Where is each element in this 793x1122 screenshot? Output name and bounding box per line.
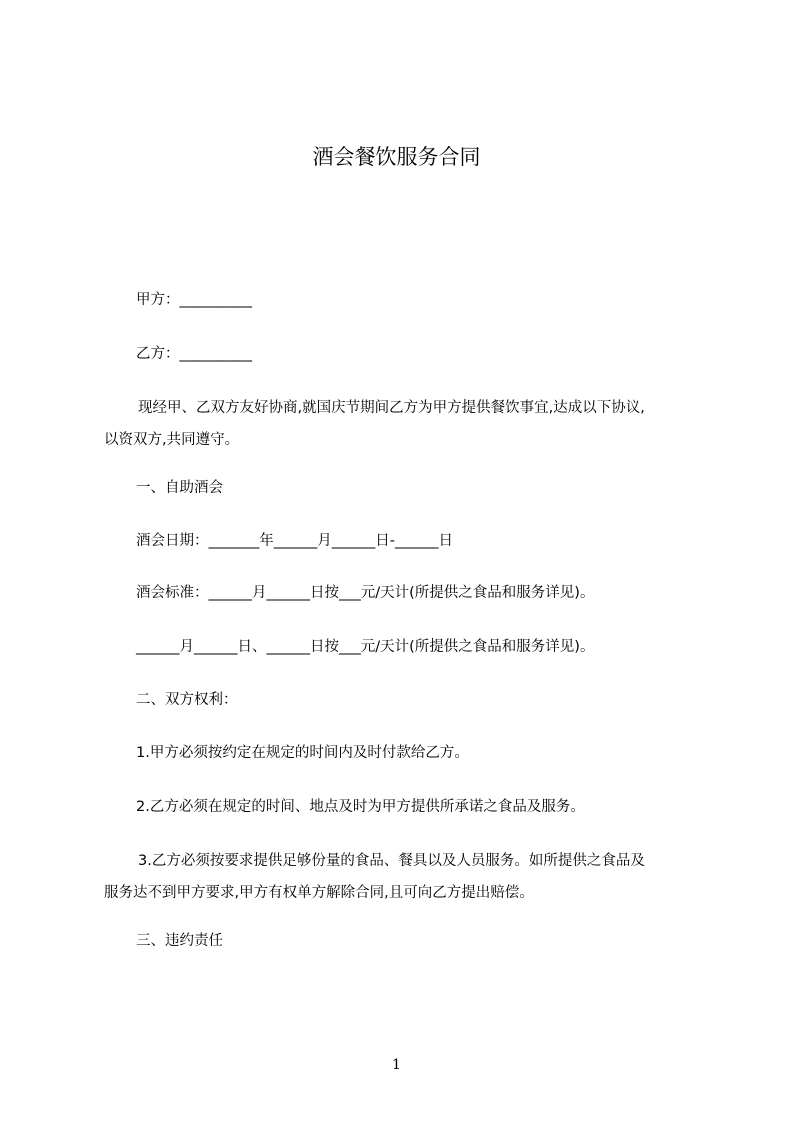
event-standard-line: 酒会标准：______月______日按___元/天计(所提供之食品和服务详见)。 (136, 585, 595, 601)
party-a-line: 甲方：__________ (136, 292, 252, 308)
party-b-line: 乙方：__________ (136, 346, 252, 362)
right-item-3-line-1: 3.乙方必须按要求提供足够份量的食品、餐具以及人员服务。如所提供之食品及 (138, 853, 645, 869)
document-title: 酒会餐饮服务合同 (312, 145, 481, 169)
intro-line-2: 以资双方,共同遵守。 (104, 432, 240, 448)
right-item-1: 1.甲方必须按约定在规定的时间内及时付款给乙方。 (136, 745, 469, 761)
right-item-2: 2.乙方必须在规定的时间、地点及时为甲方提供所承诺之食品及服务。 (136, 799, 585, 815)
section-2-heading: 二、双方权利： (136, 692, 238, 708)
event-standard-line-2: ______月______日、______日按___元/天计(所提供之食品和服务详见)。 (136, 639, 595, 655)
intro-line-1: 现经甲、乙双方友好协商,就国庆节期间乙方为甲方提供餐饮事宜,达成以下协议, (138, 400, 645, 416)
intro-paragraph (104, 392, 704, 456)
right-item-3-line-2: 服务达不到甲方要求,甲方有权单方解除合同,且可向乙方提出赔偿。 (104, 885, 534, 901)
right-item-3 (104, 845, 704, 909)
section-1-heading: 一、自助酒会 (136, 480, 223, 496)
event-date-line: 酒会日期：_______年______月______日-______日 (136, 533, 453, 549)
section-3-heading: 三、违约责任 (136, 933, 223, 949)
page-number: 1 (392, 1057, 401, 1073)
